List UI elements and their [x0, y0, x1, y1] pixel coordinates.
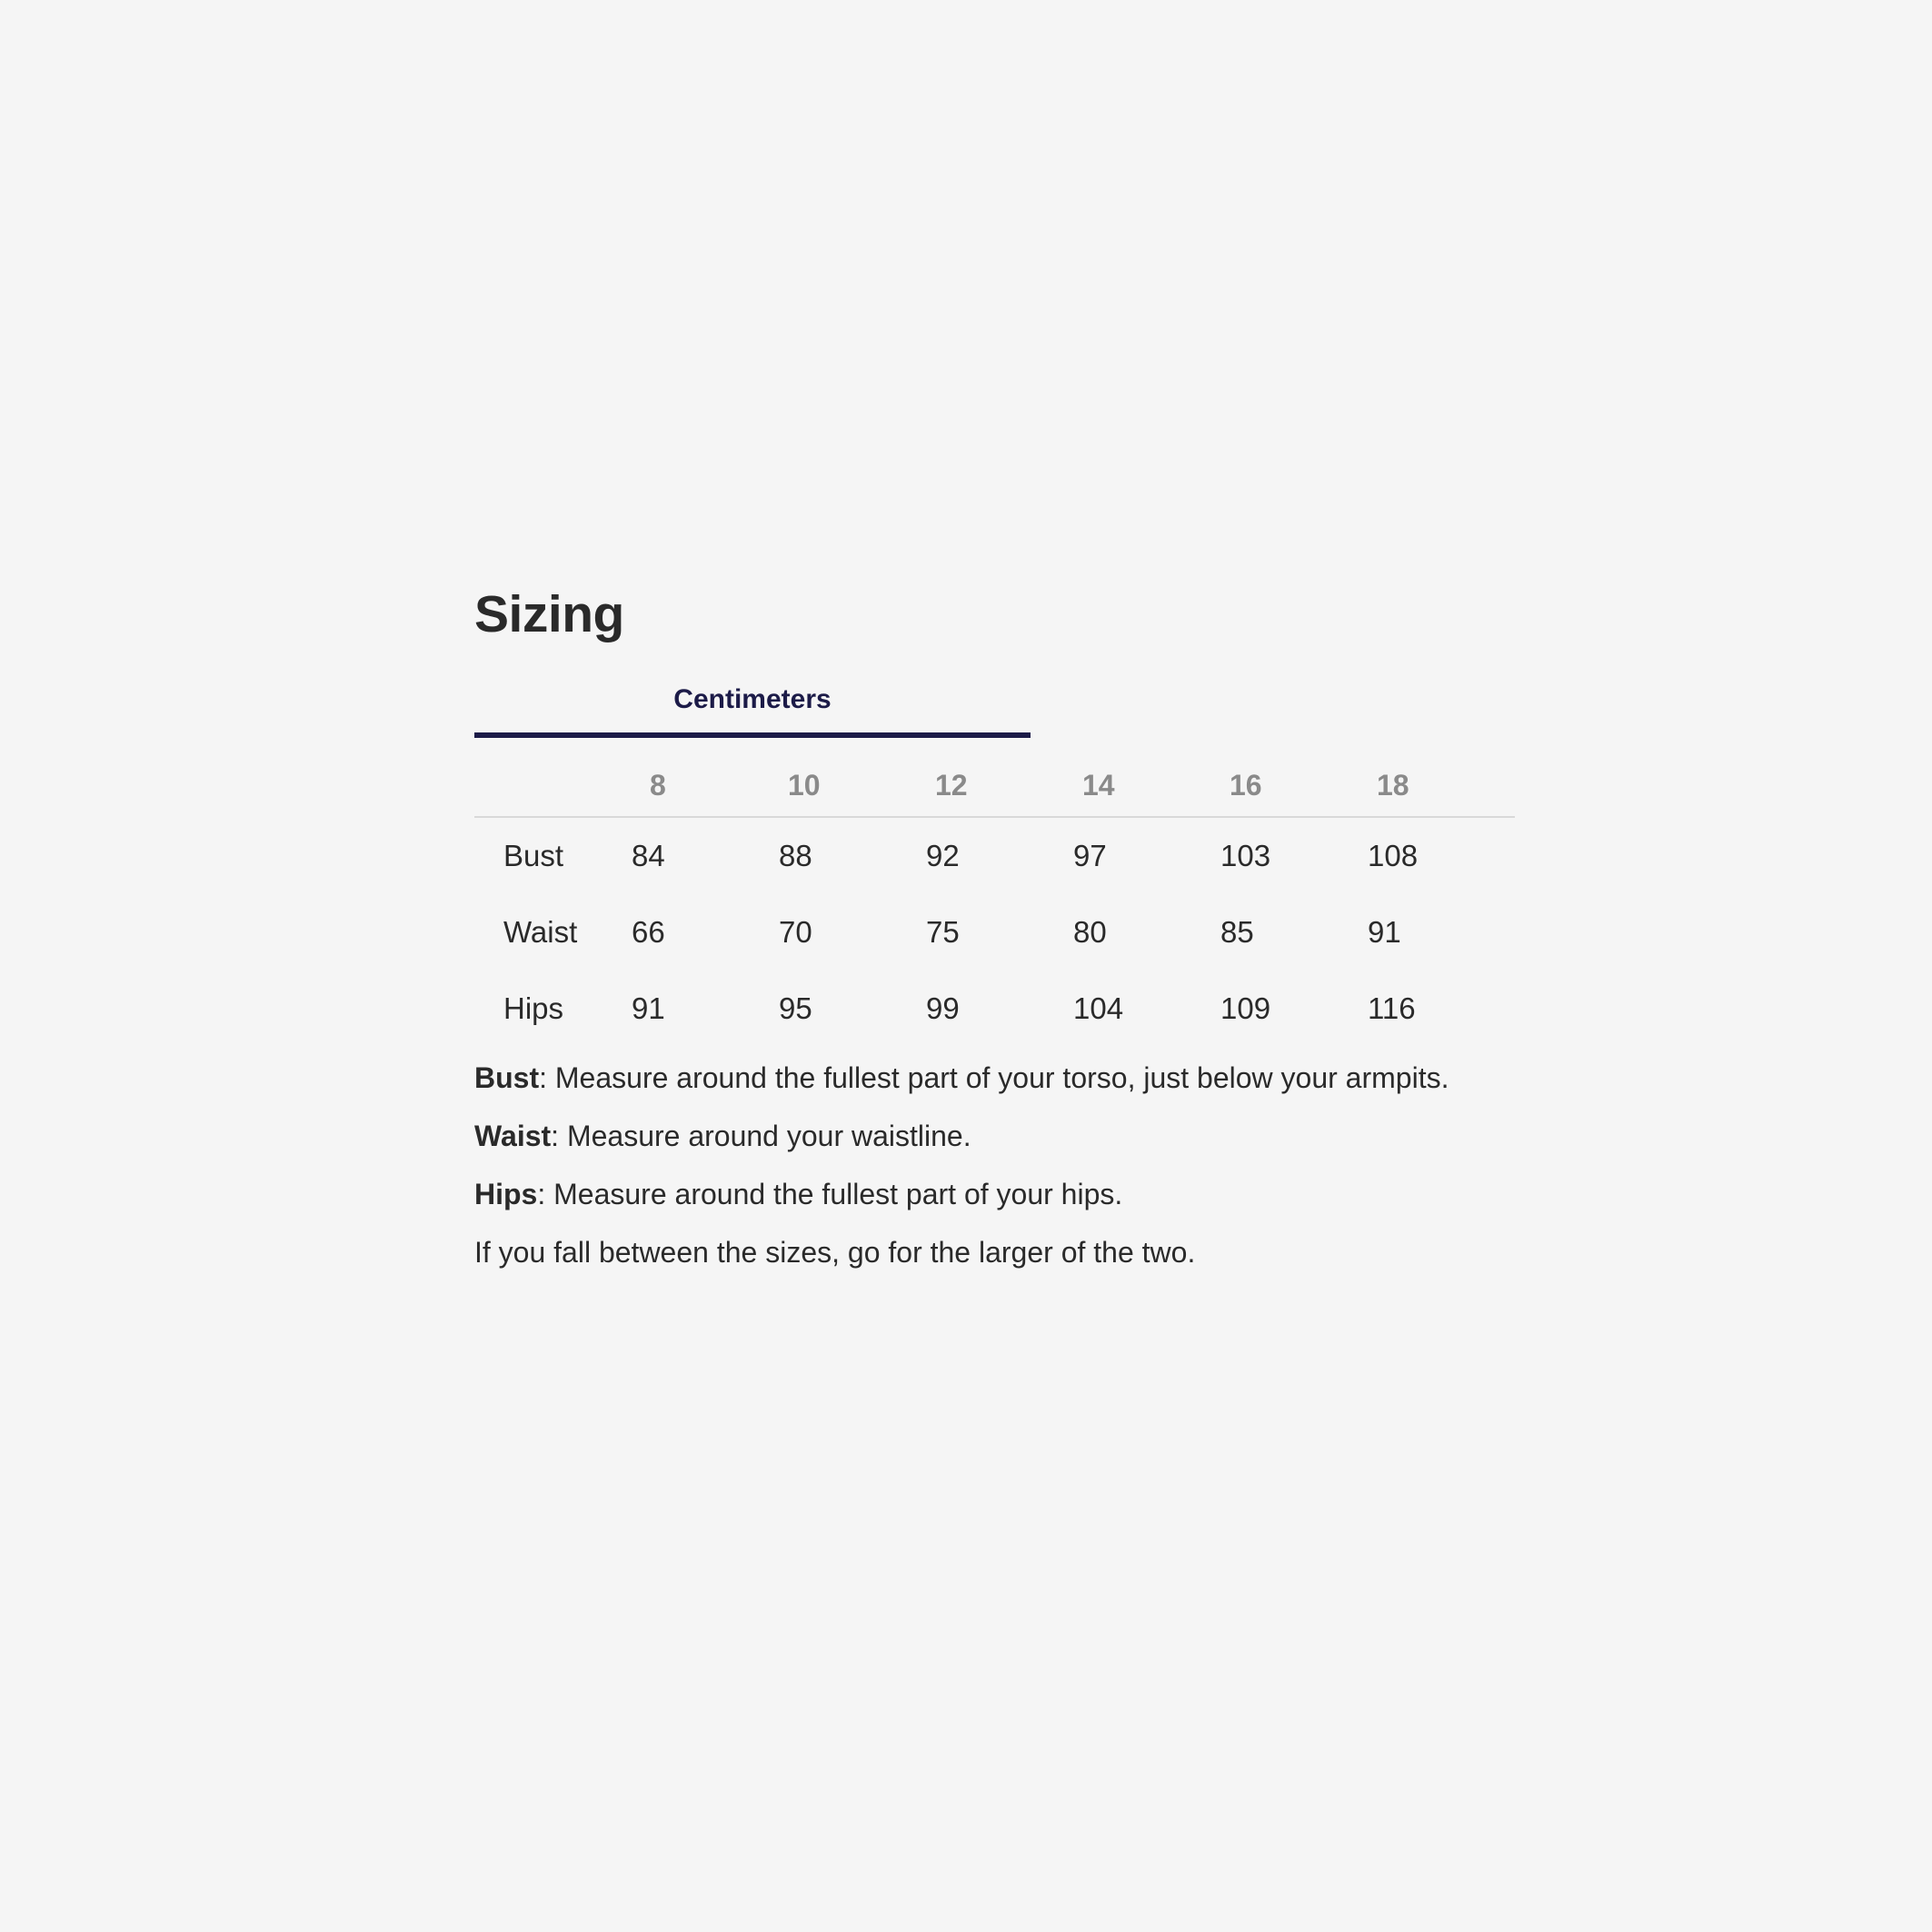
measurement-notes	[474, 1049, 1507, 1281]
table-cell: 104	[1073, 991, 1124, 1025]
table-row	[474, 971, 1515, 1047]
table-row	[474, 894, 1515, 971]
note-text: : Measure around the fullest part of your hips.	[537, 1178, 1123, 1210]
note-waist	[474, 1107, 1507, 1165]
table-cell: 116	[1368, 991, 1416, 1025]
column-header-size: 12	[935, 768, 968, 802]
table-cell: 109	[1220, 991, 1271, 1025]
table-header-row	[474, 754, 1515, 817]
table-cell: 84	[632, 839, 665, 872]
column-header-size: 10	[788, 768, 821, 802]
table-cell: 103	[1220, 839, 1271, 872]
table-cell: 88	[779, 839, 812, 872]
table-cell: 95	[779, 991, 812, 1025]
row-label: Hips	[503, 991, 564, 1025]
column-header-size: 14	[1082, 768, 1115, 802]
note-text: If you fall between the sizes, go for the larger of the two.	[474, 1236, 1196, 1269]
note-term: Hips	[474, 1178, 538, 1210]
sizing-section	[474, 582, 1507, 1281]
note-term: Bust	[474, 1061, 540, 1094]
note-hips	[474, 1165, 1507, 1223]
table-cell: 75	[926, 915, 960, 949]
table-cell: 99	[926, 991, 960, 1025]
column-header-size: 18	[1377, 768, 1409, 802]
table-cell: 91	[632, 991, 665, 1025]
table-cell: 97	[1073, 839, 1107, 872]
table-cell: 108	[1368, 839, 1419, 872]
page-title: Sizing	[474, 585, 624, 643]
table-cell: 92	[926, 839, 960, 872]
size-table	[474, 754, 1515, 1047]
table-row	[474, 817, 1515, 894]
table-cell: 91	[1368, 915, 1401, 949]
row-label: Bust	[503, 839, 564, 872]
note-text: : Measure around your waistline.	[551, 1120, 971, 1152]
column-header-size: 8	[650, 768, 666, 802]
table-cell: 85	[1220, 915, 1254, 949]
note-term: Waist	[474, 1120, 552, 1152]
column-header-size: 16	[1230, 768, 1262, 802]
tab-centimeters[interactable]: Centimeters	[474, 682, 1031, 738]
column-header-empty	[474, 754, 632, 817]
table-cell: 70	[779, 915, 812, 949]
note-bust	[474, 1049, 1507, 1107]
table-cell: 80	[1073, 915, 1107, 949]
row-label: Waist	[503, 915, 578, 949]
table-cell: 66	[632, 915, 665, 949]
note-size-advice	[474, 1223, 1507, 1281]
note-text: : Measure around the fullest part of your torso, just below your armpits.	[539, 1061, 1449, 1094]
unit-tabs	[474, 682, 1507, 738]
